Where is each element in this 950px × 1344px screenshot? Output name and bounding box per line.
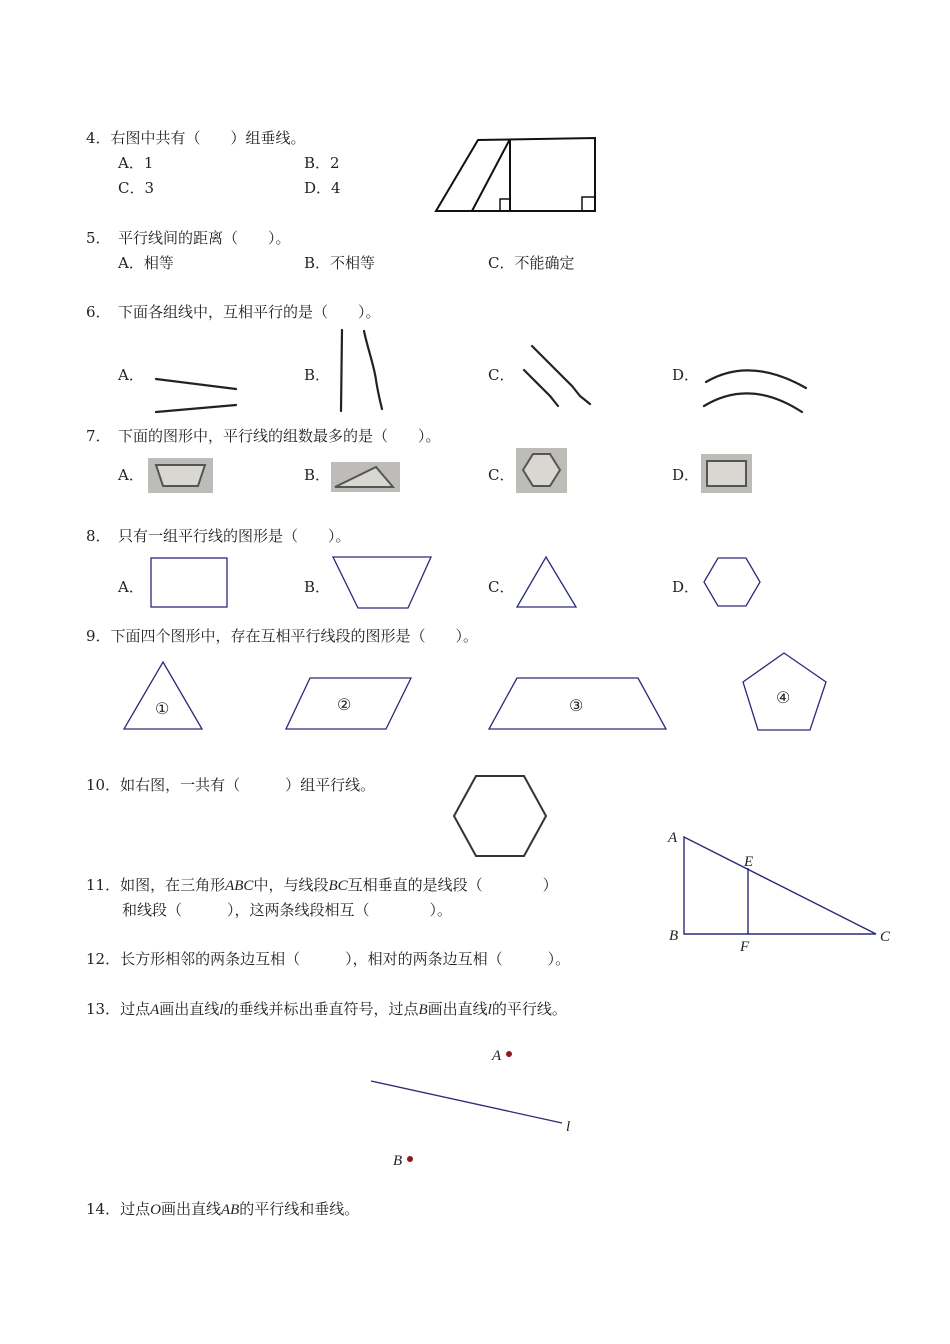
q7-option-a[interactable]: A． (118, 466, 144, 484)
q11-label-c: C (880, 929, 891, 945)
q9-figure-1-triangle (123, 661, 205, 731)
q9-shape-2-label: ② (337, 695, 352, 714)
q7-option-c[interactable]: C． (488, 466, 515, 484)
q7-figure-a (148, 458, 213, 493)
q4-stem: 4．右图中共有（ ）组垂线。 (86, 129, 306, 147)
q6-figure-d (700, 362, 810, 412)
q7-option-b[interactable]: B． (304, 466, 331, 484)
q10-figure-hexagon (452, 774, 548, 858)
q6-option-b[interactable]: B． (304, 366, 331, 384)
q8-option-b[interactable]: B． (304, 578, 331, 596)
q4-option-b[interactable]: B．2 (304, 154, 340, 172)
q13-label-b: B (393, 1153, 403, 1169)
q13-label-a: A (492, 1048, 502, 1064)
q9-shape-1-label: ① (155, 699, 170, 718)
q7-figure-c (516, 448, 567, 493)
q12-stem: 12．长方形相邻的两条边互相（ ），相对的两条边互相（ ）。 (86, 950, 571, 968)
q6-figure-a (150, 370, 245, 418)
q11-label-a: A (668, 830, 678, 846)
q11-label-b: B (669, 928, 679, 944)
q4-option-a[interactable]: A．1 (118, 154, 154, 172)
q11-text-3: 互相垂直的是线段（ ） (347, 876, 558, 894)
q14-text-1: 14．过点 (86, 1200, 151, 1218)
q14-text-2: 画出直线 (160, 1200, 221, 1218)
q5-option-c[interactable]: C．不能确定 (488, 254, 575, 272)
q5-option-a[interactable]: A．相等 (118, 254, 174, 272)
q4-option-c[interactable]: C．3 (118, 179, 155, 197)
q8-figure-rectangle (150, 557, 230, 609)
q5-stem: 5． 平行线间的距离（ ）。 (86, 229, 291, 247)
q13-text-5: 的平行线。 (491, 1000, 567, 1018)
q11-label-f: F (740, 939, 750, 955)
q6-figure-c (520, 340, 598, 410)
q5-option-b[interactable]: B．不相等 (304, 254, 376, 272)
q6-stem: 6． 下面各组线中，互相平行的是（ ）。 (86, 303, 381, 321)
q11-segment-bc: BC (328, 878, 348, 894)
q13-point-b-ref: B (418, 1002, 428, 1018)
q13-line-l (370, 1080, 565, 1126)
q14-stem (86, 1199, 359, 1220)
q13-text-3: 的垂线并标出垂直符号，过点 (223, 1000, 419, 1018)
q8-option-d[interactable]: D． (672, 578, 700, 596)
q13-label-l: l (566, 1119, 571, 1135)
q8-figure-triangle (516, 556, 578, 610)
q14-point-o-ref: O (150, 1202, 161, 1218)
q6-figure-b (332, 325, 392, 417)
q11-label-e: E (744, 854, 754, 870)
q10-stem: 10．如右图，一共有（ ）组平行线。 (86, 776, 376, 794)
q9-shape-4-label: ④ (776, 688, 791, 707)
q9-shape-3-label: ③ (569, 696, 584, 715)
q4-figure (430, 134, 605, 216)
q11-text-1: 11．如图，在三角形 (86, 876, 226, 894)
q7-option-d[interactable]: D． (672, 466, 700, 484)
q13-point-b (406, 1155, 414, 1163)
q13-stem (86, 999, 567, 1020)
q7-stem: 7． 下面的图形中，平行线的组数最多的是（ ）。 (86, 427, 441, 445)
q6-option-c[interactable]: C． (488, 366, 515, 384)
q8-option-a[interactable]: A． (118, 578, 144, 596)
q13-point-a-ref: A (150, 1002, 160, 1018)
q11-triangle-name: ABC (225, 878, 254, 894)
q9-stem: 9．下面四个图形中，存在互相平行线段的图形是（ ）。 (86, 627, 479, 645)
q13-text-2: 画出直线 (159, 1000, 220, 1018)
q8-figure-hexagon (703, 557, 761, 607)
q11-text-2: 中，与线段 (253, 876, 329, 894)
q11-stem-line1 (86, 875, 558, 896)
q14-line-ab-ref: AB (220, 1202, 240, 1218)
q13-text-4: 画出直线 (427, 1000, 488, 1018)
q13-point-a (505, 1050, 513, 1058)
q6-option-d[interactable]: D． (672, 366, 700, 384)
q11-triangle-figure (682, 835, 882, 937)
q11-stem-line2: 和线段（ ），这两条线段相互（ ）。 (122, 901, 453, 919)
q6-option-a[interactable]: A． (118, 366, 144, 384)
q7-figure-b (331, 462, 400, 492)
q8-option-c[interactable]: C． (488, 578, 515, 596)
q13-line-l-ref: l (219, 1002, 224, 1018)
q14-text-3: 的平行线和垂线。 (239, 1200, 360, 1218)
q4-option-d[interactable]: D．4 (304, 179, 341, 197)
q13-line-l-ref-2: l (487, 1002, 492, 1018)
q8-stem: 8． 只有一组平行线的图形是（ ）。 (86, 527, 351, 545)
q8-figure-trapezoid (332, 556, 433, 610)
q13-text-1: 13．过点 (86, 1000, 151, 1018)
q7-figure-d (701, 454, 752, 493)
